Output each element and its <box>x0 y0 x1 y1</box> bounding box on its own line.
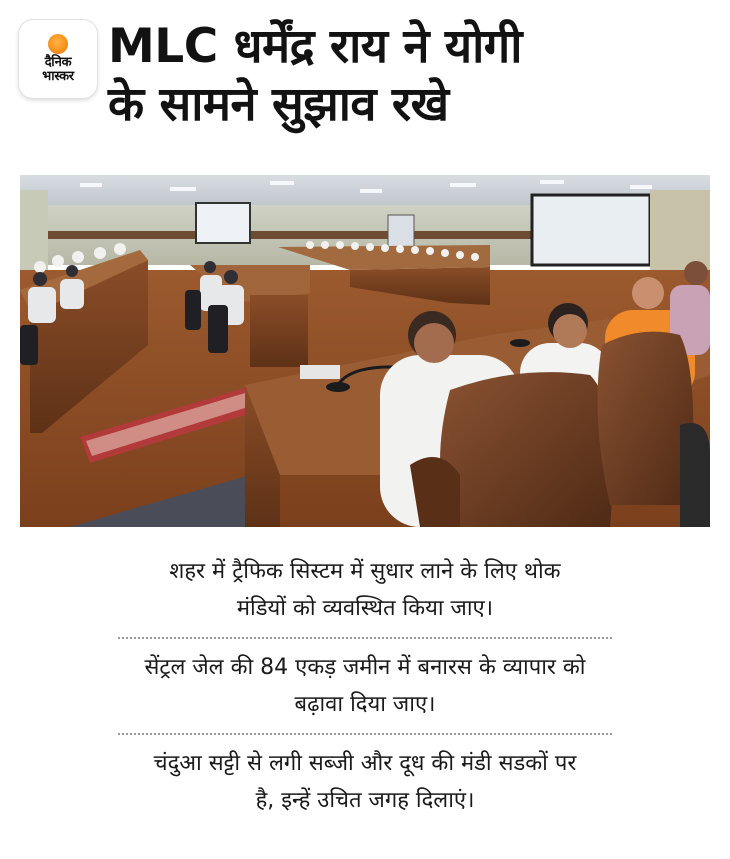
logo-text-line2: भास्कर <box>42 69 74 84</box>
suggestion-text-line1: सेंट्रल जेल की 84 एकड़ जमीन में बनारस के व्यापार को <box>144 655 586 680</box>
suggestion-item <box>48 641 682 731</box>
suggestion-text-line1: चंदुआ सट्टी से लगी सब्जी और दूध की मंडी सडकों पर <box>153 751 577 776</box>
suggestion-text-line2: है, इन्हें उचित जगह दिलाएं। <box>255 788 475 813</box>
dotted-divider <box>118 733 612 735</box>
headline <box>108 18 718 134</box>
logo-text-line1: दैनिक <box>44 55 72 70</box>
meeting-hall-photo <box>20 175 710 527</box>
suggestion-text-line2: मंडियों को व्यवस्थित किया जाए। <box>236 596 494 621</box>
suggestion-list <box>48 545 682 827</box>
suggestion-item <box>48 737 682 827</box>
headline-line1: MLC धर्मेंद्र राय ने योगी <box>108 19 522 74</box>
headline-line2: के सामने सुझाव रखे <box>108 77 449 132</box>
dainik-bhaskar-logo <box>19 20 97 98</box>
suggestion-text-line2: बढ़ावा दिया जाए। <box>294 692 436 717</box>
suggestion-item <box>48 545 682 635</box>
dotted-divider <box>118 637 612 639</box>
sun-icon <box>48 34 68 54</box>
suggestion-text-line1: शहर में ट्रैफिक सिस्टम में सुधार लाने के लिए थोक <box>169 559 561 584</box>
